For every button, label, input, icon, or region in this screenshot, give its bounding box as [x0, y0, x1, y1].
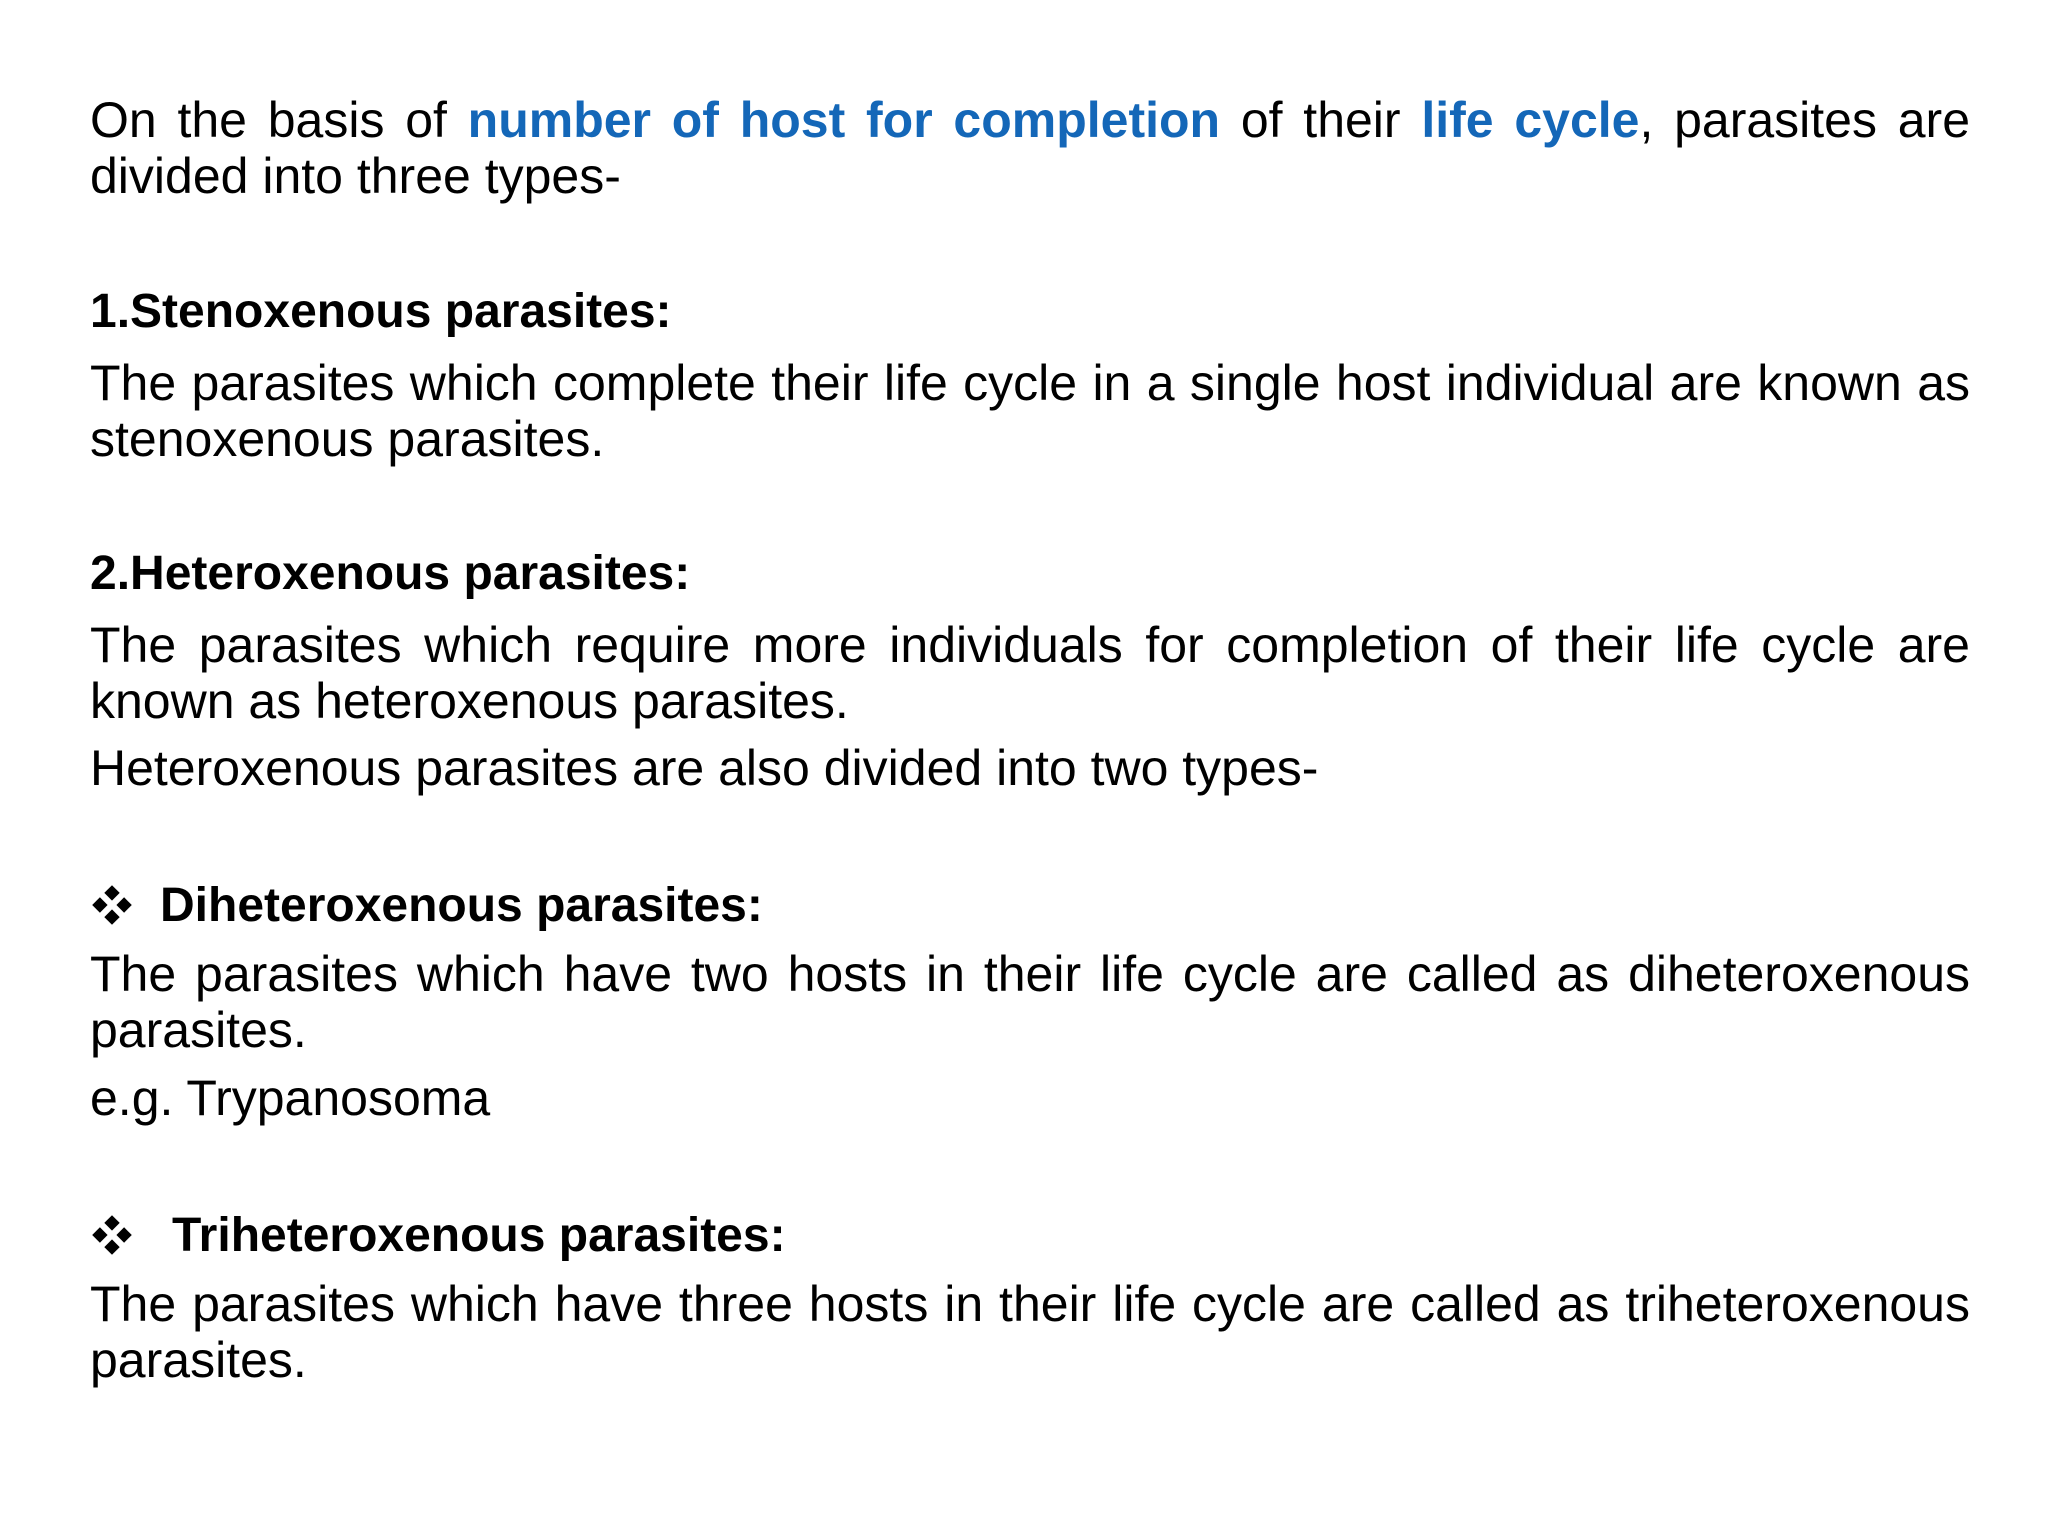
- intro-highlight-life-cycle: life cycle: [1421, 92, 1640, 148]
- intro-text-before: On the basis of: [90, 92, 468, 148]
- diheteroxenous-heading-row: [90, 878, 763, 934]
- triheteroxenous-heading: Triheteroxenous parasites:: [172, 1209, 786, 1262]
- heteroxenous-subtext: Heteroxenous parasites are also divided into two types-: [90, 740, 1319, 796]
- triheteroxenous-heading-row: [90, 1208, 786, 1264]
- triheteroxenous-text: The parasites which have three hosts in their life cycle are called as triheteroxenous parasites.: [90, 1276, 1970, 1388]
- heteroxenous-text: The parasites which require more individuals for completion of their life cycle are known as heteroxenous parasites.: [90, 617, 1970, 729]
- diheteroxenous-text: The parasites which have two hosts in their life cycle are called as diheteroxenous parasites.: [90, 946, 1970, 1058]
- diheteroxenous-example: e.g. Trypanosoma: [90, 1070, 491, 1126]
- diheteroxenous-heading: Diheteroxenous parasites:: [160, 879, 763, 932]
- heteroxenous-heading: 2.Heteroxenous parasites:: [90, 547, 691, 600]
- four-diamond-bullet-icon: [90, 1213, 134, 1257]
- stenoxenous-heading: 1.Stenoxenous parasites:: [90, 285, 672, 338]
- intro-paragraph: [90, 92, 1970, 204]
- intro-text-middle: of their: [1220, 92, 1422, 148]
- stenoxenous-text: The parasites which complete their life cycle in a single host individual are known as stenoxenous parasites.: [90, 355, 1970, 467]
- intro-highlight-host-number: number of host for completion: [467, 92, 1221, 148]
- slide: [90, 0, 1970, 1536]
- four-diamond-bullet-icon: [90, 883, 134, 927]
- intro-text-after: , parasites are divided into three types-: [90, 92, 1970, 204]
